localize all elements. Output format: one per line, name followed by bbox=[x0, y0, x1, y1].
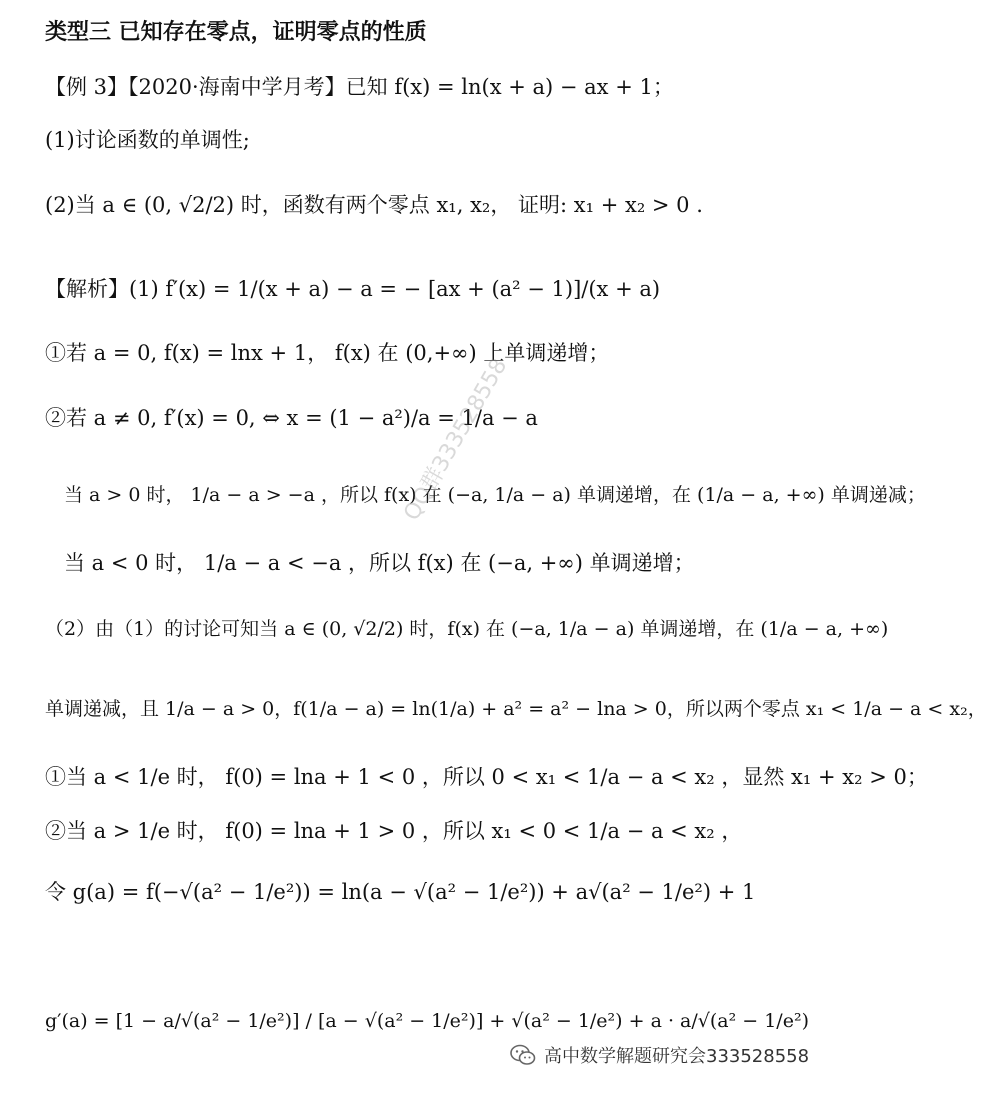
g-derivative: g′(a) = [1 − a/√(a² − 1/e²)] / [a − √(a² − 1/e²)] + √(a² − 1/e²) + a · a/√(a² − 1/e²) bbox=[45, 1010, 809, 1032]
footer-brand bbox=[510, 1042, 809, 1068]
footer-text: 高中数学解题研究会333528558 bbox=[544, 1046, 810, 1067]
case-a-negative: 当 a < 0 时， 1/a − a < −a ，所以 f(x) 在 (−a, +∞) 单调递增； bbox=[64, 551, 695, 575]
zero-points-statement: 单调递减，且 1/a − a > 0，f(1/a − a) = ln(1/a) + a² = a² − lna > 0，所以两个零点 x₁ < 1/a − a < x₂， bbox=[45, 698, 987, 720]
watermark: QQ群333528558 bbox=[399, 354, 513, 525]
case-a-positive: 当 a > 0 时， 1/a − a > −a ，所以 f(x) 在 (−a, 1/a − a) 单调递增，在 (1/a − a, +∞) 单调递减； bbox=[64, 484, 926, 506]
solution-derivative: 【解析】(1) f′(x) = 1/(x + a) − a = − [ax + (a² − 1)]/(x + a) bbox=[45, 277, 661, 301]
subcase-a-small: ①当 a < 1/e 时， f(0) = lna + 1 < 0 ，所以 0 < x₁ < 1/a − a < x₂ ，显然 x₁ + x₂ > 0； bbox=[45, 765, 928, 789]
wechat-icon bbox=[510, 1044, 536, 1066]
define-g: 令 g(a) = f(−√(a² − 1/e²)) = ln(a − √(a² − 1/e²)) + a√(a² − 1/e²) + 1 bbox=[45, 880, 756, 904]
heading: 类型三 已知存在零点，证明零点的性质 bbox=[45, 20, 427, 45]
part-2-question: (2)当 a ∈ (0, √2/2) 时，函数有两个零点 x₁, x₂， 证明: x₁ + x₂ > 0 . bbox=[45, 193, 703, 217]
part-2-discussion: （2）由（1）的讨论可知当 a ∈ (0, √2/2) 时，f(x) 在 (−a, 1/a − a) 单调递增，在 (1/a − a, +∞) bbox=[45, 618, 889, 640]
case-a-nonzero: ②若 a ≠ 0, f′(x) = 0, ⇔ x = (1 − a²)/a = 1/a − a bbox=[45, 406, 538, 430]
case-a-zero: ①若 a = 0, f(x) = lnx + 1， f(x) 在 (0,+∞) 上单调递增； bbox=[45, 341, 610, 365]
subcase-a-large: ②当 a > 1/e 时， f(0) = lna + 1 > 0 ，所以 x₁ < 0 < 1/a − a < x₂ ， bbox=[45, 819, 743, 843]
part-1-question: (1)讨论函数的单调性; bbox=[45, 128, 250, 152]
example-statement: 【例 3】【2020·海南中学月考】已知 f(x) = ln(x + a) − ax + 1； bbox=[45, 75, 674, 99]
